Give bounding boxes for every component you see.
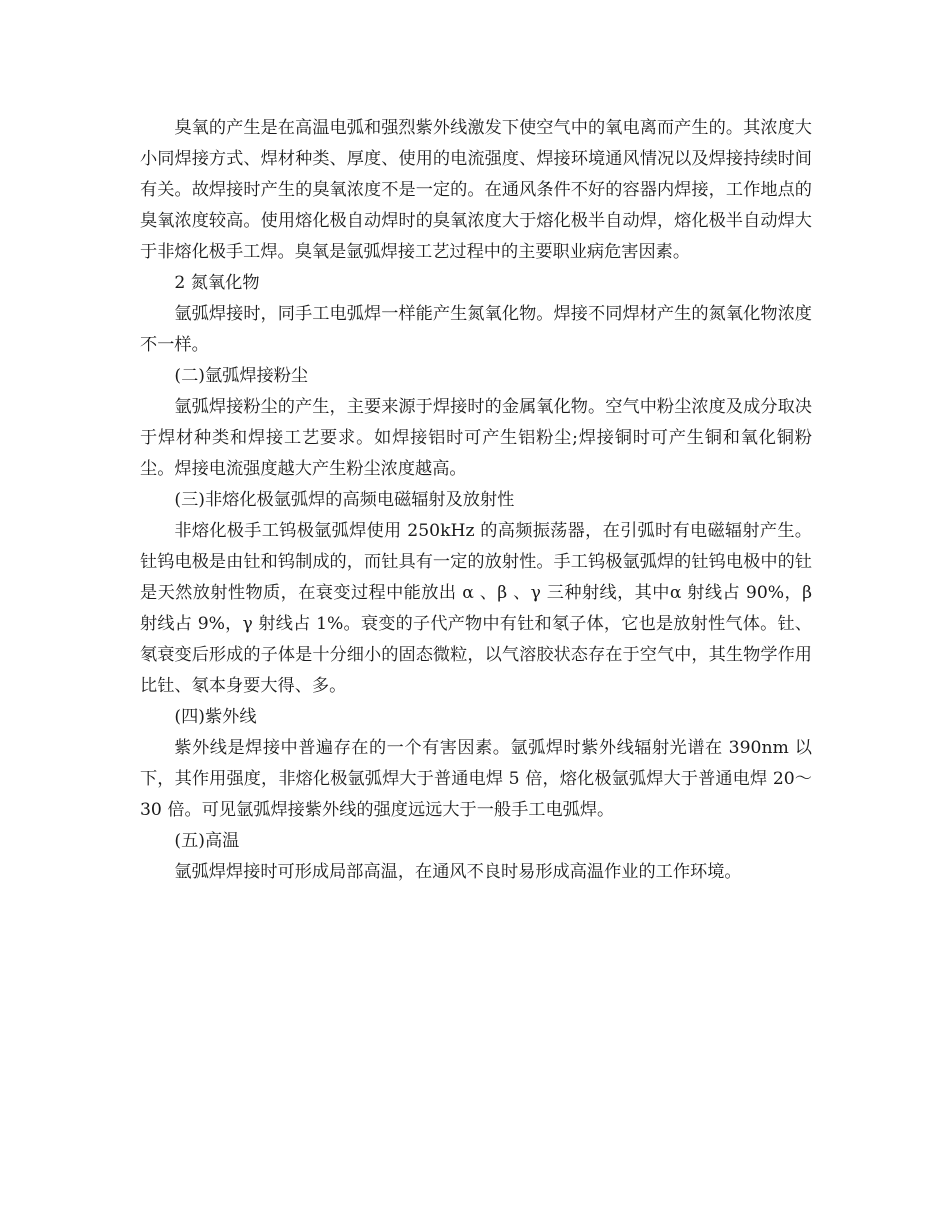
paragraph-high-temperature: 氩弧焊焊接时可形成局部高温，在通风不良时易形成高温作业的工作环境。 bbox=[174, 862, 742, 882]
paragraph-ultraviolet: 紫外线是焊接中普遍存在的一个有害因素。氩弧焊时紫外线辐射光谱在 390nm 以下，其作用强度，非熔化极氩弧焊大于普通电焊 5 倍，熔化极氩弧焊大于普通电焊 20～30 倍。可见氩弧焊接紫外线的强度远远大于一般手工电弧焊。 bbox=[140, 738, 812, 820]
heading-radiation: (三)非熔化极氩弧焊的高频电磁辐射及放射性 bbox=[174, 490, 515, 510]
paragraph-ozone: 臭氧的产生是在高温电弧和强烈紫外线激发下使空气中的氧电离而产生的。其浓度大小同焊接方式、焊材种类、厚度、使用的电流强度、焊接环境通风情况以及焊接持续时间有关。故焊接时产生的臭氧浓度不是一定的。在通风条件不好的容器内焊接，工作地点的臭氧浓度较高。使用熔化极自动焊时的臭氧浓度大于熔化极半自动焊，熔化极半自动焊大于非熔化极手工焊。臭氧是氩弧焊接工艺过程中的主要职业病危害因素。 bbox=[140, 118, 812, 262]
paragraph-welding-dust: 氩弧焊接粉尘的产生，主要来源于焊接时的金属氧化物。空气中粉尘浓度及成分取决于焊材种类和焊接工艺要求。如焊接铝时可产生铝粉尘;焊接铜时可产生铜和氧化铜粉尘。焊接电流强度越大产生粉尘浓度越高。 bbox=[140, 397, 812, 479]
heading-welding-dust: (二)氩弧焊接粉尘 bbox=[174, 366, 309, 386]
paragraph-nitrogen-oxides: 氩弧焊接时，同手工电弧焊一样能产生氮氧化物。焊接不同焊材产生的氮氧化物浓度不一样。 bbox=[140, 304, 812, 355]
heading-nitrogen-oxides: 2 氮氧化物 bbox=[174, 273, 260, 293]
heading-ultraviolet: (四)紫外线 bbox=[174, 707, 257, 727]
document-body bbox=[140, 113, 812, 888]
heading-high-temperature: (五)高温 bbox=[174, 831, 240, 851]
paragraph-radiation: 非熔化极手工钨极氩弧焊使用 250kHz 的高频振荡器，在引弧时有电磁辐射产生。钍钨电极是由钍和钨制成的，而钍具有一定的放射性。手工钨极氩弧焊的钍钨电极中的钍是天然放射性物质，在衰变过程中能放出 α 、β 、γ 三种射线，其中α 射线占 90%，β 射线占 9%，γ 射线占 1%。衰变的子代产物中有钍和氡子体，它也是放射性气体。钍、氡衰变后形成的子体是十分细小的固态微粒，以气溶胶状态存在于空气中，其生物学作用比钍、氡本身要大得、多。 bbox=[140, 521, 812, 696]
